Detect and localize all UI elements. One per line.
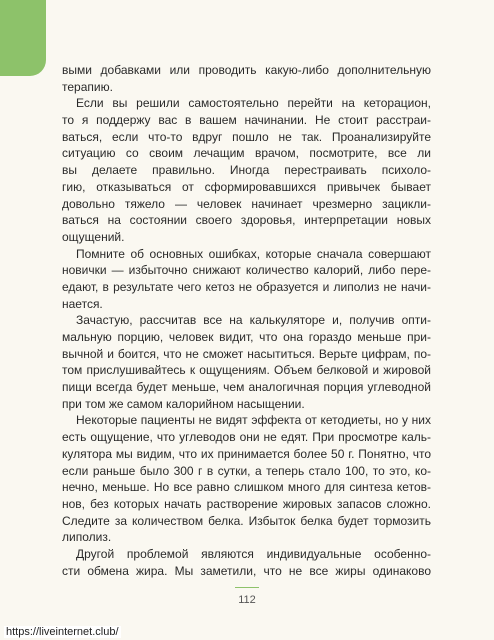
paragraph [62, 62, 431, 95]
page-number: 112 [238, 594, 256, 606]
text-line: Другой проблемой являются индивидуальные особенно- [76, 546, 431, 561]
text-line: выми добавками или проводить какую-либо дополнительную [62, 63, 431, 77]
text-line: мальную порцию, человек видит, что она гораздо меньше при- [62, 330, 431, 344]
text-line: то я поддержу вас в вашем начинании. Не стоит расстраи- [62, 113, 431, 128]
body-text [62, 62, 431, 579]
text-line: Помните об основных ошибках, которые сначала совершают [76, 246, 431, 261]
text-line: едают, в результате чего кетоз не образуется и липолиз не начи- [62, 279, 431, 294]
text-line: при том же самом калорийном насыщении. [62, 396, 305, 411]
text-line: нечно, меньше. Но все равно слишком много для синтеза кетов- [62, 480, 431, 495]
text-line: нов, без которых начать растворение жировых запасов сложно. [62, 496, 431, 511]
text-line: сти обмена жира. Мы заметили, что не все жиры одинаково [62, 563, 431, 578]
text-line: нается. [62, 296, 103, 311]
corner-tab [0, 0, 46, 76]
text-line: Следите за количеством белка. Избыток белка будет тормозить [62, 513, 431, 528]
text-line: пищи всегда будет меньше, чем аналогичная порция углеводной [62, 380, 431, 395]
paragraph [62, 412, 431, 546]
text-line: новички — избыточно снижают количество калорий, либо пере- [62, 263, 431, 278]
text-line: вы делаете правильно. Иногда перестраивать психоло- [62, 163, 431, 178]
text-line: Зачастую, рассчитав все на калькуляторе и, получив опти- [76, 313, 431, 328]
text-line: терапию. [62, 79, 113, 94]
text-line: есть ощущение, что углеводов они не едят. При просмотре каль- [62, 430, 431, 445]
text-line: вычной и боится, что не сможет насытиться. Верьте цифрам, по- [62, 346, 431, 361]
text-line: если раньше было 300 г в сутки, а теперь стало 100, то это, ко- [62, 463, 431, 478]
text-line: гию, отказываться от сформировавшихся привычек бывает [62, 179, 431, 194]
footer-rule [235, 587, 259, 588]
text-line: кулятора мы видим, что их принимается более 50 г. Понятно, что [62, 446, 431, 461]
text-line: том прислушивайтесь к ощущениям. Объем белковой и жировой [62, 363, 431, 378]
text-line: ситуацию со своим лечащим врачом, посмотрите, все ли [62, 146, 431, 161]
paragraph [62, 246, 431, 313]
text-line: ощущений. [62, 229, 125, 244]
text-line: Некоторые пациенты не видят эффекта от кетодиеты, но у них [76, 413, 431, 428]
text-line: липолиз. [62, 530, 112, 545]
paragraph [62, 312, 431, 412]
text-line: Если вы решили самостоятельно перейти на кеторацион, [76, 96, 431, 111]
paragraph [62, 546, 431, 579]
text-line: довольно тяжело — человек начинает чрезмерно зацикли- [62, 196, 431, 211]
source-watermark[interactable]: https://liveinternet.club/ [6, 626, 119, 638]
text-line: ваться, если что-то вдруг пошло не так. Проанализируйте [62, 129, 431, 144]
text-line: ваться на состоянии своего здоровья, интерпретации новых [62, 213, 431, 228]
paragraph [62, 95, 431, 245]
